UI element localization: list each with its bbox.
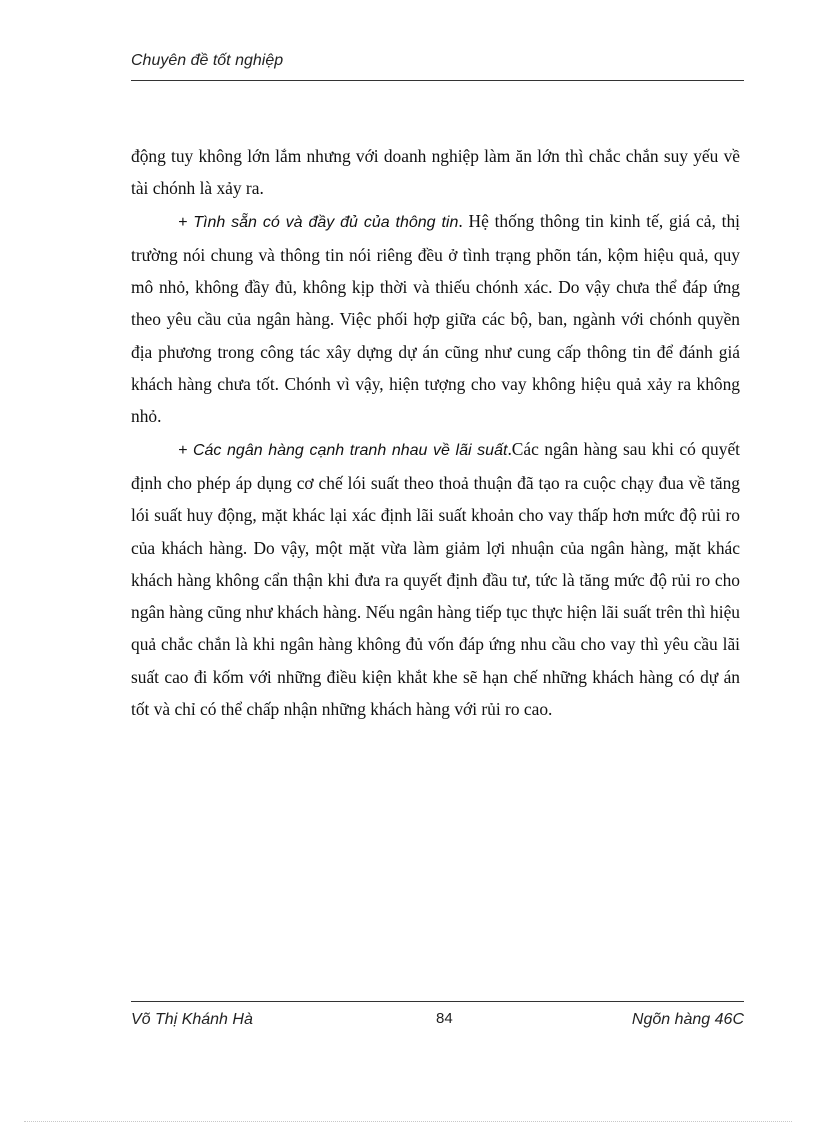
footer-author: Võ Thị Khánh Hà xyxy=(131,1011,253,1028)
paragraph-information-availability xyxy=(131,205,740,433)
header-title: Chuyên đề tốt nghiệp xyxy=(131,52,284,69)
document-body xyxy=(131,140,740,725)
paragraph-interest-rate-competition xyxy=(131,433,740,726)
paragraph-continuation xyxy=(131,140,740,205)
paragraph-text: động tuy không lớn lắm nhưng với doanh nghiệp làm ăn lớn thì chắc chắn suy yếu về tài chónh là xảy ra. xyxy=(131,146,740,199)
paragraph-text: .Các ngân hàng sau khi có quyết định cho phép áp dụng cơ chế lói suất theo thoả thuận đã tạo ra cuộc chạy đua về tăng lói suất huy động, mặt khác lại xác định lãi suất khoản cho vay thấp hơn mức độ rủi ro của khách hàng. Do vậy, một mặt vừa làm giảm lợi nhuận của ngân hàng, mặt khác khách hàng không cẩn thận khi đưa ra quyết định đầu tư, tức là tăng mức độ rủi ro cho ngân hàng cũng như khách hàng. Nếu ngân hàng tiếp tục thực hiện lãi suất trên thì hiệu quả chắc chắn là khi ngân hàng không đủ vốn đáp ứng nhu cầu cho vay thì yêu cầu lãi suất cao đi kốm với những điều kiện khắt khe sẽ hạn chế những khách hàng có dự án tốt và chỉ có thể chấp nhận những khách hàng với rủi ro cao. xyxy=(131,438,740,720)
paragraph-text: . Hệ thống thông tin kinh tế, giá cả, thị trường nói chung và thông tin nói riêng đều ở tình trạng phõn tán, kộm hiệu quả, quy mô nhỏ, không đầy đủ, không kịp thời và thiếu chónh xác. Do vậy chưa thể đáp ứng theo yêu cầu của ngân hàng. Việc phối hợp giữa các bộ, ban, ngành với chónh quyền địa phương trong công tác xây dựng dự án cũng như cung cấp thông tin để đánh giá khách hàng chưa tốt. Chónh vì vậy, hiện tượng cho vay không hiệu quả xảy ra không nhỏ. xyxy=(131,210,740,427)
footer-page-number: 84 xyxy=(436,1010,453,1027)
footer-class: Ngõn hàng 46C xyxy=(631,1011,744,1028)
footer-rule xyxy=(131,1001,744,1002)
header-rule xyxy=(131,80,744,81)
page-bottom-edge xyxy=(24,1121,792,1122)
paragraph-lead: + Các ngân hàng cạnh tranh nhau về lãi suất xyxy=(178,441,508,459)
paragraph-lead: + Tình sẵn có và đầy đủ của thông tin xyxy=(178,213,459,231)
